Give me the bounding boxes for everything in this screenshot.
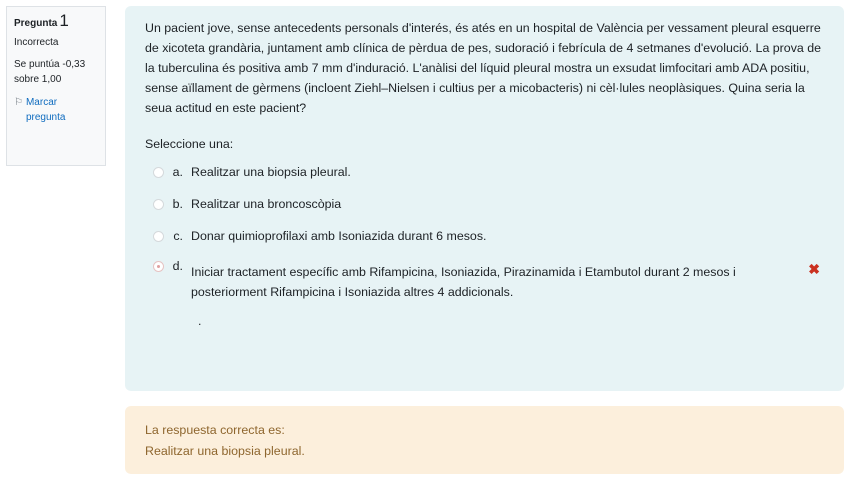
feedback-label: La respuesta correcta es: [145,423,285,437]
incorrect-icon: ✖ [808,261,820,277]
radio-b[interactable] [153,199,164,210]
option-text: Donar quimioprofilaxi amb Isoniazida durant 6 mesos. [191,229,487,243]
option-letter: c. [173,229,183,243]
question-state: Incorrecta [14,37,59,48]
flag-question-link[interactable] [14,95,98,125]
answer-prompt: Seleccione una: [145,137,234,151]
answer-options [145,162,824,328]
question-info-panel [6,6,106,166]
radio-c[interactable] [153,231,164,242]
question-text: Un pacient jove, sense antecedents personals d'interés, és atés en un hospital de València per vessament pleural esquerre de xicoteta grandària, juntament amb clínica de pèrdua de pes, sudoració i febrícula de 4 setmanes d'evolució. La prova de la tuberculina és positiva amb 7 mm d'induració. L'anàlisi del líquid pleural mostra un exsudat limfocitari amb ADA positiu, sense aïllament de gèrmens (incloent Ziehl–Nielsen i cultius per a micobacteris) ni cèl·lules neoplàsiques. Quina seria la seua actitud en este pacient? [145,21,822,115]
question-grade: Se puntúa -0,33 sobre 1,00 [14,59,86,85]
answer-option-b[interactable] [145,194,824,214]
question-formulation [125,6,844,391]
option-letter: a. [172,165,183,179]
option-text: Realitzar una broncoscòpia [191,197,342,211]
feedback-answer: Realitzar una biopsia pleural. [145,444,305,458]
option-text: Realitzar una biopsia pleural. [191,165,351,179]
flag-icon: ⚐ [14,97,23,108]
question-label: Pregunta [14,18,58,29]
option-text: Iniciar tractament específic amb Rifampicina, Isoniazida, Pirazinamida i Etambutol durant 2 mesos i posteriorment Rifampicina i Isoniazida altres 4 addicionals. [191,265,736,299]
question-number-value: 1 [59,11,69,30]
answer-option-c[interactable] [145,226,824,246]
option-letter: b. [172,197,183,211]
radio-d-selected[interactable] [153,261,164,272]
correct-answer-feedback [125,406,844,474]
radio-a[interactable] [153,167,164,178]
question-number [14,13,98,32]
answer-option-a[interactable] [145,162,824,182]
trailing-text: . [198,314,202,328]
option-letter: d. [172,259,183,273]
answer-option-d[interactable] [145,256,824,302]
flag-question-label: Marcar pregunta [25,97,66,123]
